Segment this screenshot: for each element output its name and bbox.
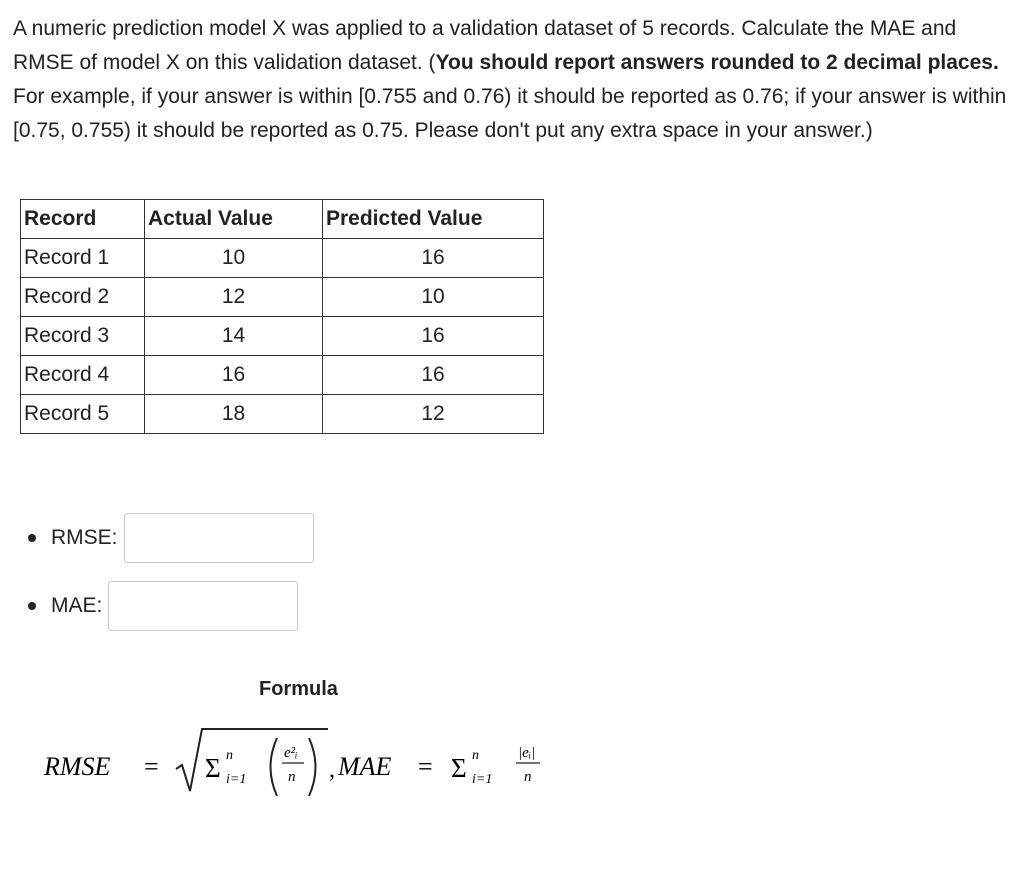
record-cell: Record 4 [21, 356, 145, 395]
left-paren-icon [271, 738, 278, 796]
question-text [13, 12, 1018, 148]
bullet-icon [28, 534, 36, 542]
mae-symbol: MAE [338, 752, 392, 781]
rmse-numerator: e²ᵢ [284, 745, 298, 761]
equals-sign: = [144, 752, 159, 781]
actual-cell: 18 [145, 395, 323, 434]
predicted-cell: 12 [323, 395, 544, 434]
predicted-cell: 16 [323, 239, 544, 278]
validation-table [20, 199, 544, 434]
sigma-symbol: Σ [205, 753, 221, 783]
sum-upper-limit: n [226, 748, 233, 763]
formula-separator: , [329, 757, 335, 783]
answer-list [24, 510, 314, 646]
mae-input[interactable] [108, 581, 298, 631]
question-intro: A numeric prediction model X was applied to a validation dataset of 5 records. Calculate the MAE and RMSE of model X on this validation dataset. ( [13, 17, 957, 74]
table-row [21, 356, 544, 395]
mae-numerator: |eᵢ| [518, 745, 536, 761]
rmse-input[interactable] [124, 513, 314, 563]
predicted-cell: 10 [323, 278, 544, 317]
sum-lower-limit-2: i=1 [472, 772, 493, 787]
rmse-symbol: RMSE [44, 752, 111, 781]
header-actual-value: Actual Value [145, 200, 323, 239]
table-row [21, 317, 544, 356]
predicted-cell: 16 [323, 317, 544, 356]
mae-answer-item [24, 578, 314, 634]
table-row [21, 278, 544, 317]
rmse-label: RMSE: [51, 526, 118, 549]
actual-cell: 16 [145, 356, 323, 395]
actual-cell: 10 [145, 239, 323, 278]
question-example: For example, if your answer is within [0.755 and 0.76) it should be reported as 0.76; if your answer is within [0.75, 0.755) it should be reported as 0.75. Please don't put any extra space in your answer.) [13, 85, 1007, 142]
mae-label: MAE: [51, 594, 103, 617]
right-paren-icon [309, 738, 316, 796]
sigma-symbol-2: Σ [451, 753, 467, 783]
header-record: Record [21, 200, 145, 239]
predicted-cell: 16 [323, 356, 544, 395]
mae-denominator: n [524, 769, 532, 785]
rmse-answer-item [24, 510, 314, 566]
record-cell: Record 3 [21, 317, 145, 356]
record-cell: Record 1 [21, 239, 145, 278]
table-row [21, 395, 544, 434]
actual-cell: 14 [145, 317, 323, 356]
equals-sign-2: = [418, 752, 433, 781]
formula-title: Formula [259, 678, 338, 700]
formula-equation [40, 725, 600, 805]
table-header-row [21, 200, 544, 239]
table-row [21, 239, 544, 278]
header-predicted-value: Predicted Value [323, 200, 544, 239]
bullet-icon [28, 602, 36, 610]
rmse-denominator: n [288, 769, 296, 785]
record-cell: Record 2 [21, 278, 145, 317]
actual-cell: 12 [145, 278, 323, 317]
question-rounding-instruction: You should report answers rounded to 2 decimal places. [435, 51, 999, 74]
sum-lower-limit: i=1 [226, 772, 247, 787]
record-cell: Record 5 [21, 395, 145, 434]
sum-upper-limit-2: n [472, 748, 479, 763]
square-root-icon [176, 729, 328, 791]
